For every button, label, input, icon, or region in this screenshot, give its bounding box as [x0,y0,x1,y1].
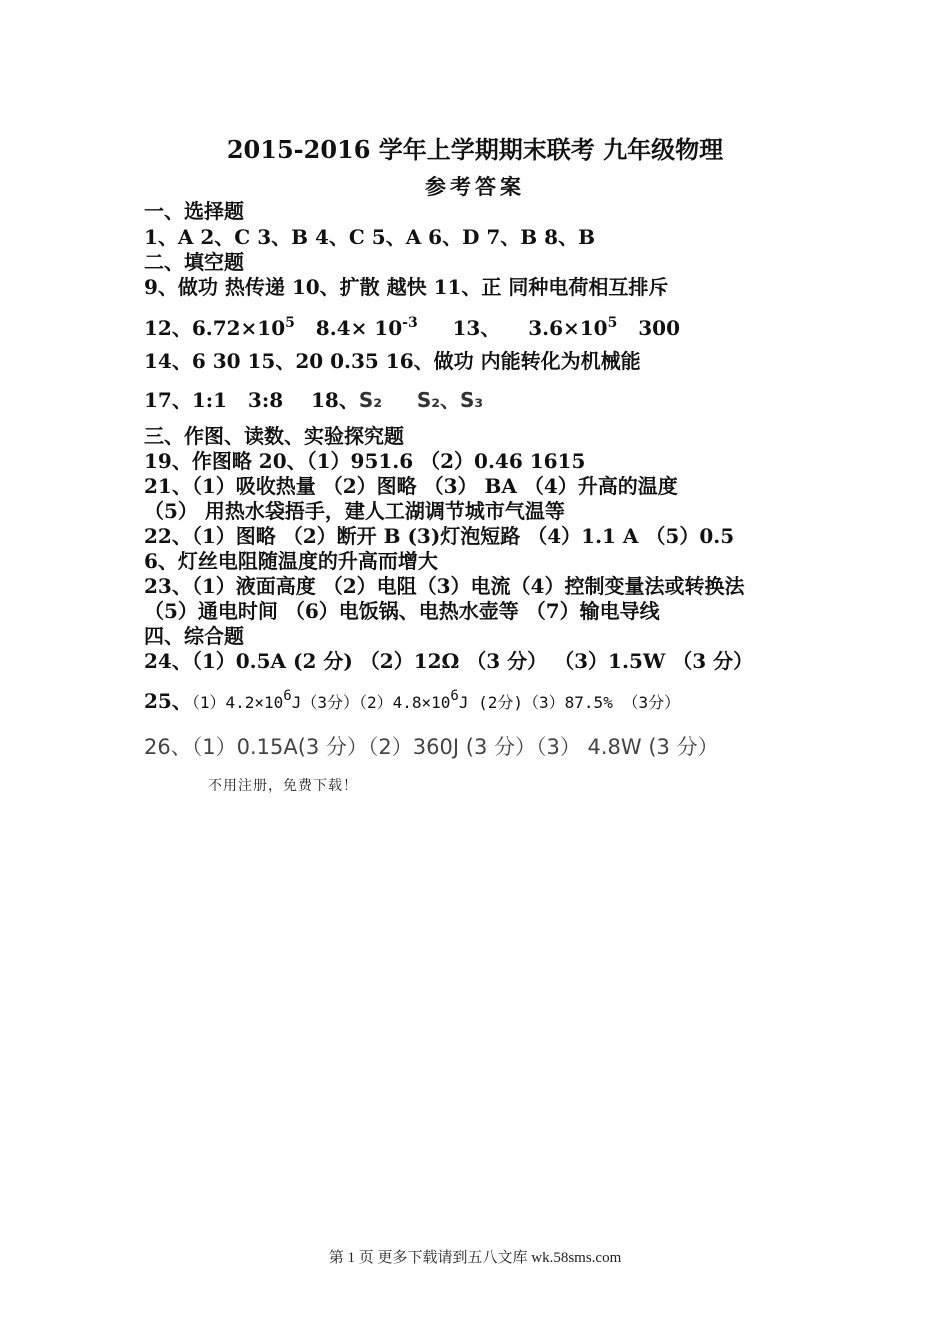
answer-line-21-cont: （5） 用热水袋捂手，建人工湖调节城市气温等 [144,499,565,523]
answer-18-switches: S₂ S₂、S₃ [358,388,484,412]
answer-line-21: 21、（1）吸收热量 （2）图略 （3） BA （4）升高的温度 [144,474,678,498]
download-note: 不用注册，免费下载！ [208,778,358,794]
answer-line-9: 9、做功 热传递 10、扩散 越快 11、正 同种电荷相互排斥 [144,275,669,299]
answer-line-24: 24、（1）0.5A (2 分) （2）12Ω （3 分） （3）1.5W （3 分） [144,649,754,673]
answer-line-1: 1、A 2、C 3、B 4、C 5、A 6、D 7、B 8、B [144,225,595,249]
section-heading-comprehensive: 四、综合题 [144,624,244,648]
answer-line-23: 23、（1）液面高度 （2）电阻（3）电流（4）控制变量法或转换法 [144,574,745,598]
answer-line-22: 22、（1）图略 （2）断开 B (3)灯泡短路 （4）1.1 A （5）0.5 [144,524,735,548]
answer-line-26: 26、（1）0.15A(3 分）（2）360J (3 分）（3） 4.8W (3 分） [144,735,719,759]
answer-25-exp-b: 6 [450,688,459,704]
answer-line-19: 19、作图略 20、（1）951.6 （2）0.46 1615 [144,449,586,473]
section-heading-experiment: 三、作图、读数、实验探究题 [144,424,404,448]
answer-line-14: 14、6 30 15、20 0.35 16、做功 内能转化为机械能 [144,349,641,373]
answer-25-number: 25、 [144,689,192,713]
answer-13-part: 13、 3.6×10 [417,316,608,340]
answer-25-part-b: J（3分）（2）4.8×10 [291,693,451,712]
section-heading-fill: 二、填空题 [144,250,244,274]
answer-17-text: 17、1:1 3:8 18、 [144,388,359,412]
answer-13-tail: 300 [617,316,680,340]
answer-13-exp: 5 [607,315,618,331]
answer-line-17 [144,387,483,413]
answer-25-part-c: J (2分)（3）87.5% （3分） [458,693,681,712]
answer-line-23-cont: （5）通电时间 （6）电饭锅、电热水壶等 （7）输电导线 [144,599,660,623]
answer-25-part-a: （1）4.2×10 [191,693,284,712]
answer-line-12 [144,315,680,341]
answer-line-22-cont: 6、灯丝电阻随温度的升高而增大 [144,549,438,573]
page-subtitle: 参考答案 [425,174,525,199]
section-heading-choice: 一、选择题 [144,199,244,223]
page-footer: 第 1 页 更多下载请到五八文库 wk.58sms.com [328,1250,622,1266]
answer-12-part-b: 8.4× 10 [294,316,403,340]
page-title: 2015-2016 学年上学期期末联考 九年级物理 [226,135,724,164]
answer-line-25 [144,688,680,716]
answer-12-part-a: 12、6.72×10 [144,316,286,340]
answer-25-exp-a: 6 [283,688,292,704]
answer-12-exp-a: 5 [285,315,295,331]
answer-12-exp-b: -3 [402,315,418,331]
